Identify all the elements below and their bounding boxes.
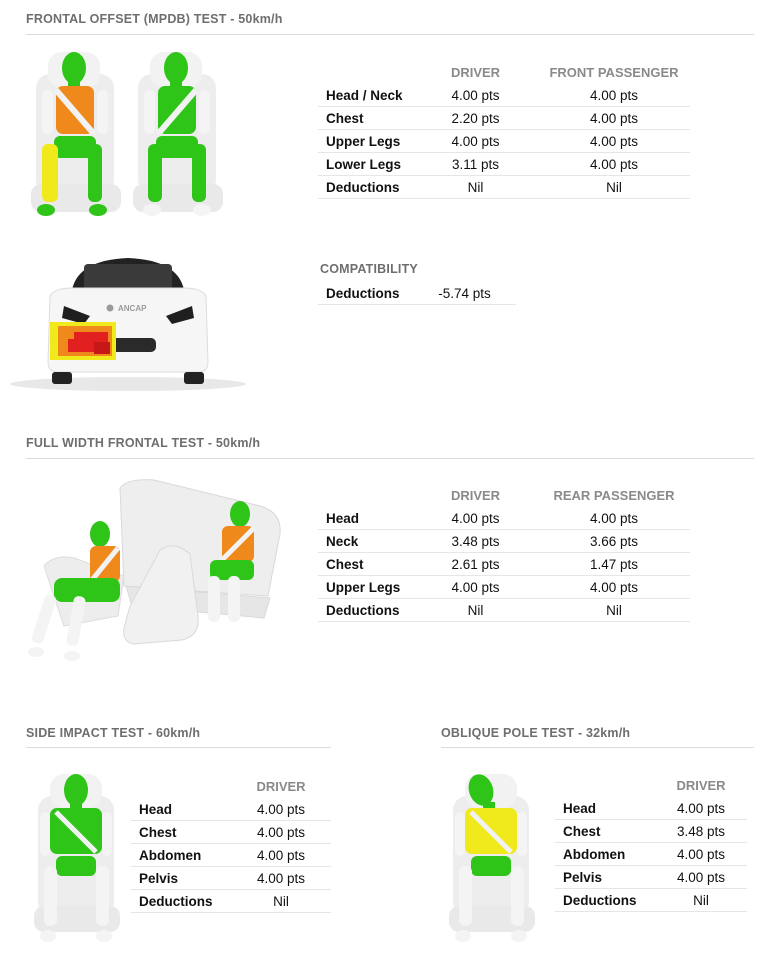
row-label: Neck bbox=[318, 530, 413, 553]
row-label: Head / Neck bbox=[318, 84, 413, 107]
driver-score: 4.00 pts bbox=[655, 843, 747, 866]
driver-score: 4.00 pts bbox=[231, 867, 331, 890]
row-label: Chest bbox=[318, 107, 413, 130]
driver-dummy bbox=[31, 52, 121, 216]
driver-score: 3.48 pts bbox=[413, 530, 538, 553]
row-label: Head bbox=[318, 507, 413, 530]
driver-score: 4.00 pts bbox=[413, 507, 538, 530]
full-width-dummies-image bbox=[14, 476, 286, 672]
frontal-offset-dummies-image bbox=[26, 44, 228, 226]
oblique-pole-results-table bbox=[555, 773, 747, 912]
passenger-score: 3.66 pts bbox=[538, 530, 690, 553]
table-row bbox=[318, 553, 690, 576]
side-impact-dummy-image bbox=[30, 768, 124, 950]
full-width-divider bbox=[26, 458, 754, 459]
table-row bbox=[318, 176, 690, 199]
driver-score: 2.20 pts bbox=[413, 107, 538, 130]
table-header-row bbox=[318, 60, 690, 84]
table-row bbox=[131, 890, 331, 913]
table-row bbox=[555, 820, 747, 843]
driver-score: Nil bbox=[231, 890, 331, 913]
driver-score: 3.11 pts bbox=[413, 153, 538, 176]
row-label: Pelvis bbox=[555, 866, 655, 889]
compatibility-heading: COMPATIBILITY bbox=[320, 262, 418, 276]
side-impact-heading: SIDE IMPACT TEST - 60km/h bbox=[26, 726, 201, 740]
table-row bbox=[318, 599, 690, 622]
table-row bbox=[318, 153, 690, 176]
table-header-row bbox=[318, 483, 690, 507]
table-row bbox=[318, 130, 690, 153]
oblique-pole-dummy-image bbox=[445, 768, 539, 950]
frontal-offset-heading: FRONTAL OFFSET (MPDB) TEST - 50km/h bbox=[26, 12, 283, 26]
table-row bbox=[318, 107, 690, 130]
table-row bbox=[131, 867, 331, 890]
deformable-barrier-heatmap bbox=[50, 322, 116, 360]
row-label: Pelvis bbox=[131, 867, 231, 890]
oblique-pole-divider bbox=[441, 747, 754, 748]
row-label: Deductions bbox=[318, 176, 413, 199]
side-impact-divider bbox=[26, 747, 331, 748]
side-impact-results-table bbox=[131, 774, 331, 913]
table-row bbox=[555, 866, 747, 889]
table-row bbox=[555, 797, 747, 820]
row-label: Deductions bbox=[318, 599, 413, 622]
table-row bbox=[131, 821, 331, 844]
driver-score: 4.00 pts bbox=[413, 576, 538, 599]
row-label: Lower Legs bbox=[318, 153, 413, 176]
driver-score: Nil bbox=[413, 599, 538, 622]
column-header bbox=[131, 774, 231, 798]
driver-score: 4.00 pts bbox=[413, 84, 538, 107]
driver-score: 3.48 pts bbox=[655, 820, 747, 843]
oblique-pole-heading: OBLIQUE POLE TEST - 32km/h bbox=[441, 726, 631, 740]
table-row bbox=[555, 843, 747, 866]
table-header-row bbox=[555, 773, 747, 797]
table-row bbox=[318, 507, 690, 530]
row-label: Chest bbox=[131, 821, 231, 844]
row-label: Chest bbox=[555, 820, 655, 843]
column-header bbox=[318, 483, 413, 507]
row-label: Upper Legs bbox=[318, 576, 413, 599]
compatibility-car-image bbox=[2, 250, 254, 392]
driver-score: 4.00 pts bbox=[655, 866, 747, 889]
passenger-score: Nil bbox=[538, 176, 690, 199]
table-header-row bbox=[131, 774, 331, 798]
passenger-score: 4.00 pts bbox=[538, 130, 690, 153]
table-row bbox=[318, 282, 516, 305]
column-header-driver: DRIVER bbox=[450, 487, 501, 503]
row-label: Upper Legs bbox=[318, 130, 413, 153]
column-header bbox=[555, 773, 655, 797]
driver-score: 4.00 pts bbox=[655, 797, 747, 820]
row-label: Chest bbox=[318, 553, 413, 576]
column-header-rear-passenger: REAR PASSENGER bbox=[553, 487, 675, 503]
passenger-score: 4.00 pts bbox=[538, 153, 690, 176]
table-row bbox=[131, 844, 331, 867]
passenger-score: 4.00 pts bbox=[538, 107, 690, 130]
driver-score: 4.00 pts bbox=[413, 130, 538, 153]
full-width-heading: FULL WIDTH FRONTAL TEST - 50km/h bbox=[26, 436, 261, 450]
passenger-score: 1.47 pts bbox=[538, 553, 690, 576]
row-label: Head bbox=[555, 797, 655, 820]
driver-score: Nil bbox=[655, 889, 747, 912]
row-label: Deductions bbox=[318, 282, 413, 305]
driver-score: 2.61 pts bbox=[413, 553, 538, 576]
driver-dummy bbox=[28, 521, 124, 661]
svg-text:ANCAP: ANCAP bbox=[118, 304, 147, 313]
row-label: Deductions bbox=[555, 889, 655, 912]
row-label: Abdomen bbox=[131, 844, 231, 867]
table-row bbox=[318, 576, 690, 599]
table-row bbox=[318, 530, 690, 553]
table-row bbox=[131, 798, 331, 821]
row-label: Abdomen bbox=[555, 843, 655, 866]
frontal-offset-divider bbox=[26, 34, 754, 35]
driver-score: 4.00 pts bbox=[231, 821, 331, 844]
driver-score: Nil bbox=[413, 176, 538, 199]
table-row bbox=[555, 889, 747, 912]
full-width-results-table bbox=[318, 483, 690, 622]
driver-score: 4.00 pts bbox=[231, 844, 331, 867]
column-header bbox=[318, 60, 413, 84]
frontal-offset-results-table bbox=[318, 60, 690, 199]
row-label: Deductions bbox=[131, 890, 231, 913]
table-row bbox=[318, 84, 690, 107]
passenger-score: 4.00 pts bbox=[538, 84, 690, 107]
driver-score: 4.00 pts bbox=[231, 798, 331, 821]
compatibility-table bbox=[318, 282, 516, 305]
column-header-driver: DRIVER bbox=[676, 777, 726, 793]
row-label: Head bbox=[131, 798, 231, 821]
column-header-driver: DRIVER bbox=[256, 778, 306, 794]
compatibility-deduction: -5.74 pts bbox=[413, 282, 516, 305]
passenger-dummy bbox=[133, 52, 223, 216]
passenger-score: 4.00 pts bbox=[538, 576, 690, 599]
passenger-score: 4.00 pts bbox=[538, 507, 690, 530]
column-header-driver: DRIVER bbox=[450, 64, 501, 80]
column-header-front-passenger: FRONT PASSENGER bbox=[549, 64, 679, 80]
passenger-score: Nil bbox=[538, 599, 690, 622]
